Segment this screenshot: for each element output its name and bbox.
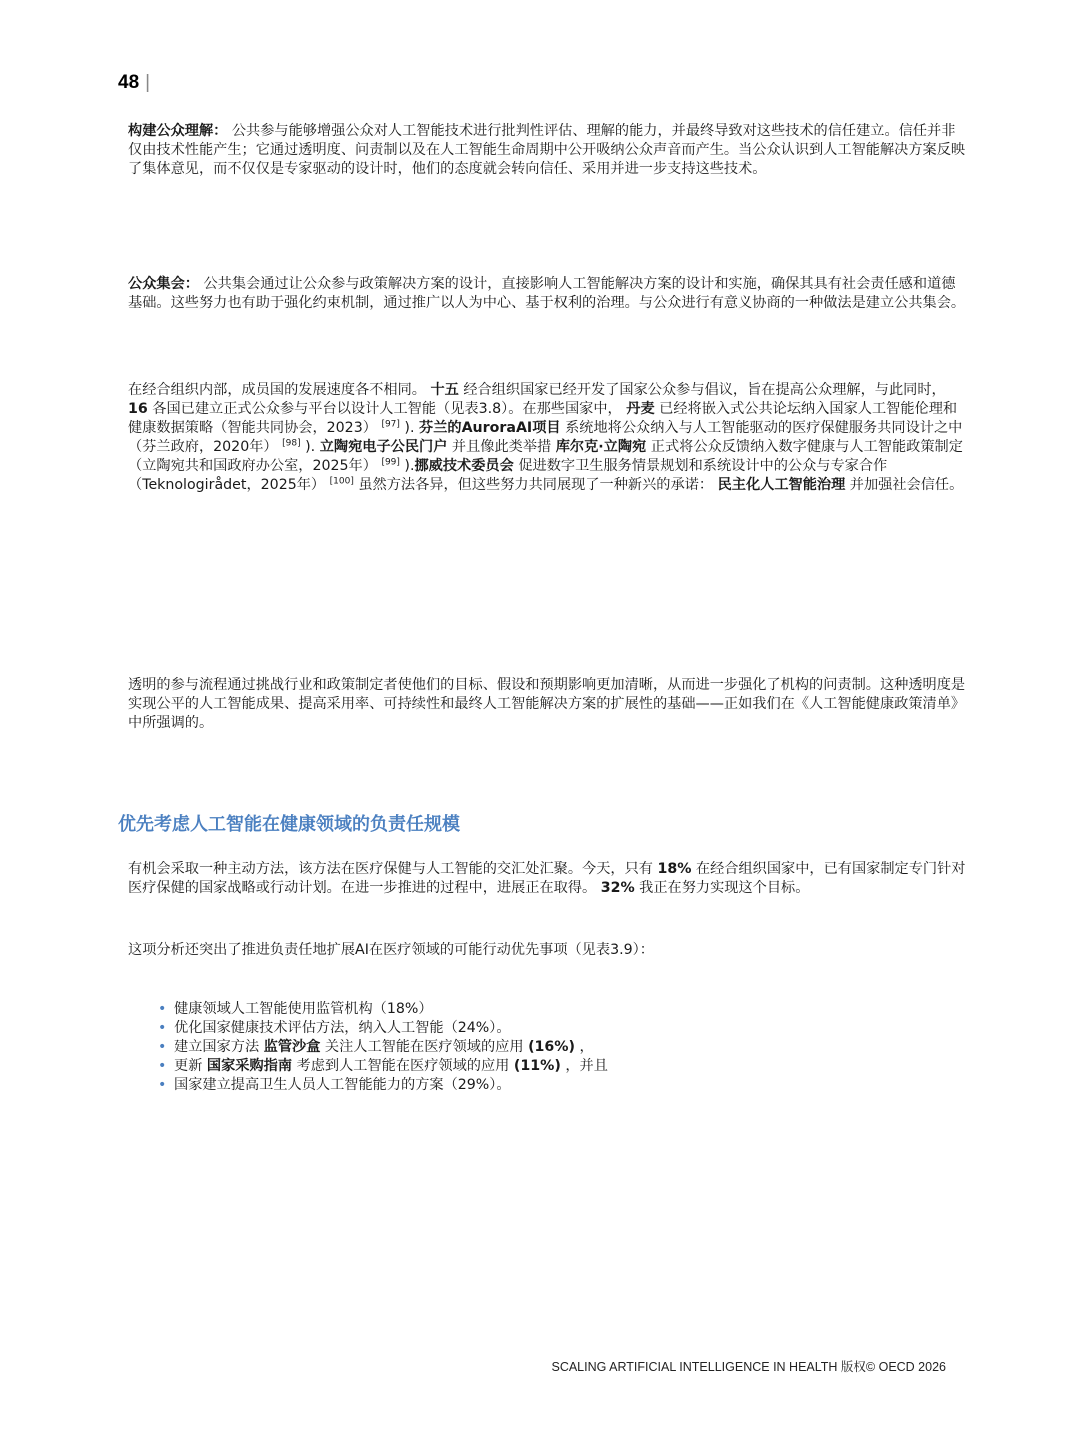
text-run: ，并且	[560, 1058, 608, 1074]
reference-100[interactable]: [100]	[329, 476, 354, 487]
list-item	[158, 1057, 608, 1076]
bold-run: 16	[128, 401, 148, 417]
page-number	[118, 72, 150, 94]
bullet-icon: •	[158, 1020, 167, 1036]
text-run: 建立国家方法	[174, 1039, 264, 1055]
list-item-text: 优化国家健康技术评估方法，纳入人工智能（24%）。	[174, 1020, 511, 1036]
paragraph-body: 公共集会通过让公众参与政策解决方案的设计，直接影响人工智能解决方案的设计和实施，确保其具有社会责任感和道德基础。这些努力也有助于强化约束机制，通过推广以人为中心、基于权利的治理。与公众进行有意义协商的一种做法是建立公共集会。	[128, 276, 966, 311]
text-run: 并且像此类举措	[447, 439, 556, 455]
list-item	[158, 1076, 608, 1095]
list-item	[158, 1019, 608, 1038]
page-footer: SCALING ARTIFICIAL INTELLIGENCE IN HEALTH 版权© OECD 2026	[551, 1360, 946, 1374]
paragraph-opportunity	[128, 860, 968, 898]
paragraph-heading: 公众集会：	[128, 276, 199, 292]
text-run: 关注人工智能在医疗领域的应用	[320, 1039, 529, 1055]
list-item	[158, 1038, 608, 1057]
text-run: ).	[399, 420, 419, 436]
bullet-icon: •	[158, 1001, 167, 1017]
reference-99[interactable]: [99]	[381, 457, 400, 468]
text-run: 正式将公众反馈纳入数字健康与人工智能政策制定（立陶宛共和国政府办公室，2025年）	[128, 439, 963, 474]
text-run: 在经合组织内部，成员国的发展速度各不相同。	[128, 382, 431, 398]
section-title: 优先考虑人工智能在健康领域的负责任规模	[118, 814, 460, 835]
bold-run: (16%)	[528, 1039, 575, 1055]
text-run: 并加强社会信任。	[845, 477, 964, 493]
bold-run: 立陶宛电子公民门户	[319, 439, 448, 455]
reference-98[interactable]: [98]	[282, 438, 301, 449]
bold-run: 32%	[600, 880, 635, 896]
bullet-icon: •	[158, 1077, 167, 1093]
bold-run: (11%)	[513, 1058, 561, 1074]
bold-run: 丹麦	[626, 401, 655, 417]
text-run: ).	[300, 439, 320, 455]
text-run: 在经合组织国家中，已有国家制定专门针对医疗保健的国家战略或行动计划。在进一步推进的过程中，进展正在取得。	[128, 861, 966, 896]
list-item-text: 国家建立提高卫生人员人工智能能力的方案（29%）。	[174, 1077, 511, 1093]
text-run: 系统地将公众纳入与人工智能驱动的医疗保健服务共同设计之中（芬兰政府，2020年）	[128, 420, 963, 455]
paragraph-transparency	[128, 676, 968, 733]
page-number-divider: |	[145, 72, 151, 93]
text-run: 虽然方法各异，但这些努力共同展现了一种新兴的承诺：	[353, 477, 718, 493]
bold-run: 国家采购指南	[206, 1058, 293, 1074]
bold-run: 挪威技术委员会	[414, 458, 514, 474]
priority-actions-list	[158, 1000, 608, 1095]
paragraph-heading: 构建公众理解：	[128, 123, 228, 139]
text-run: 有机会采取一种主动方法，该方法在医疗保健与人工智能的交汇处汇聚。今天，只有	[128, 861, 658, 877]
paragraph-oecd-countries	[128, 381, 968, 495]
bold-run: 十五	[430, 382, 459, 398]
paragraph-body: 公共参与能够增强公众对人工智能技术进行批判性评估、理解的能力，并最终导致对这些技术的信任建立。信任并非仅由技术性能产生；它通过透明度、问责制以及在人工智能生命周期中公开吸纳公众声音而产生。当公众认识到人工智能解决方案反映了集体意见，而不仅仅是专家驱动的设计时，他们的态度就会转向信任、采用并进一步支持这些技术。	[128, 123, 966, 177]
reference-97[interactable]: [97]	[381, 419, 400, 430]
text-run: 我正在努力实现这个目标。	[634, 880, 810, 896]
text-run: 更新	[174, 1058, 207, 1074]
paragraph-body: 透明的参与流程通过挑战行业和政策制定者使他们的目标、假设和预期影响更加清晰，从而进一步强化了机构的问责制。这种透明度是实现公平的人工智能成果、提高采用率、可持续性和最终人工智能解决方案的扩展性的基础——正如我们在《人工智能健康政策清单》中所强调的。	[128, 677, 966, 731]
bold-run: 芬兰的AuroraAI项目	[419, 420, 561, 436]
paragraph-building-public-understanding	[128, 122, 968, 179]
paragraph-analysis-intro	[128, 941, 968, 960]
list-item-text: 健康领域人工智能使用监管机构（18%）	[174, 1001, 433, 1017]
bullet-icon: •	[158, 1058, 167, 1074]
bold-run: 库尔克·立陶宛	[555, 439, 647, 455]
text-run: 已经将嵌入式公共论坛纳入国家人工智能伦理和健康数据策略（智能共同协会，2023）	[128, 401, 958, 436]
text-run: ).	[399, 458, 415, 474]
text-run: 经合组织国家已经开发了国家公众参与倡议，旨在提高公众理解，与此同时，	[458, 382, 946, 398]
paragraph-body: 这项分析还突出了推进负责任地扩展AI在医疗领域的可能行动优先事项（见表3.9）：	[128, 942, 654, 958]
text-run: ，	[575, 1039, 594, 1055]
text-run: 促进数字卫生服务情景规划和系统设计中的公众与专家合作（Teknologirådet，2025年）	[128, 458, 888, 493]
bold-run: 监管沙盒	[263, 1039, 321, 1055]
bold-run: 18%	[657, 861, 692, 877]
page-number-value: 48	[118, 72, 140, 93]
bullet-icon: •	[158, 1039, 167, 1055]
text-run: 考虑到人工智能在医疗领域的应用	[292, 1058, 514, 1074]
paragraph-public-assemblies	[128, 275, 968, 313]
text-run: 各国已建立正式公众参与平台以设计人工智能（见表3.8）。在那些国家中，	[147, 401, 627, 417]
list-item	[158, 1000, 608, 1019]
bold-run: 民主化人工智能治理	[717, 477, 846, 493]
